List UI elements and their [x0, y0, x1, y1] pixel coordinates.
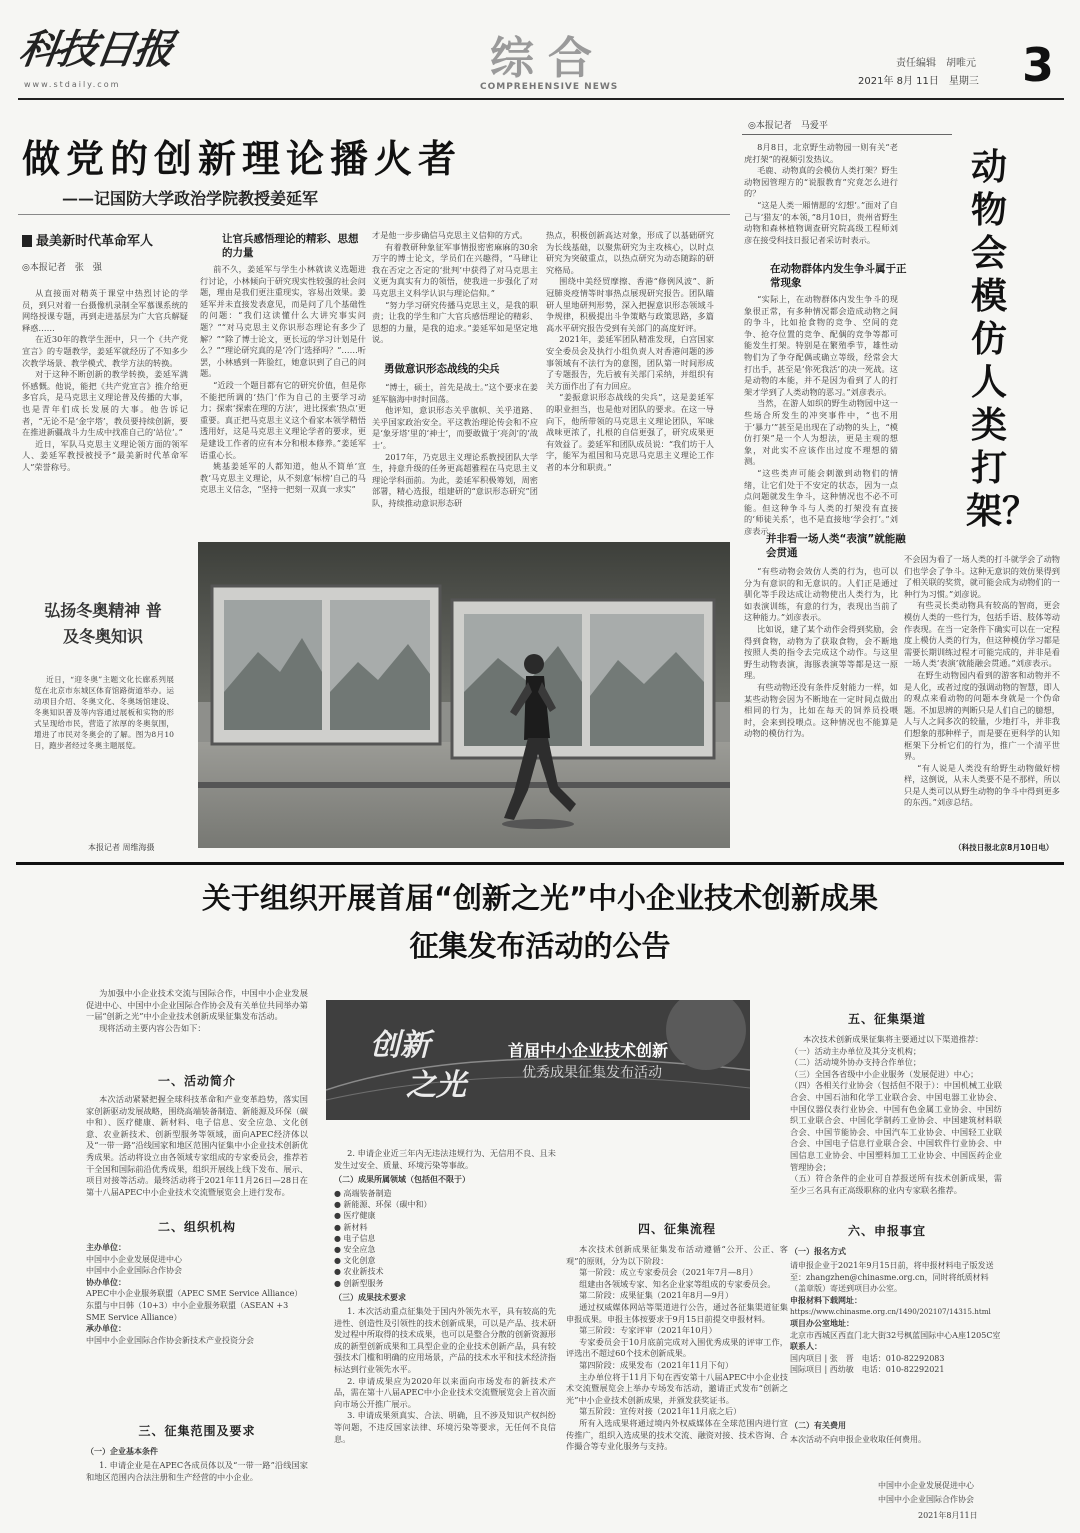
masthead-rule [18, 98, 1064, 100]
paragraph: 不会因为看了一场人类的打斗就学会了动物们也学会了争斗。这种无意识的效仿果得到了相关联的奖赏，就可能会成为动物们的一种行为习惯。”刘彦说。 [904, 554, 1060, 599]
paragraph: “这些类声可能会刺激到动物们的情绪，让它们处于不安定的状态，因为一点点问题就发生争斗，这种情况也不必不可能。但这种争斗与人类的打架没有直接的‘师徒关系’，也不是直接地‘学会打’。”刘彦表示。 [744, 467, 898, 536]
paragraph: 有着教研种象征军事情报密密麻麻的30余万字的博士论文，学员们在兴趣得，“马肆让我在否定之否定的‘批判’中获得了对马克思主义更为真实有力的领悟，使我进一步强化了对马克思主义科学认识与理论信仰。” [372, 241, 538, 298]
paragraph: 在近30年的教学生涯中，只一个《共产党宣言》的专题教学，姜延军就经历了不知多少次教学场景、教学模式、教学方法的转换。 [22, 334, 188, 368]
field-label: 创新型服务 [343, 1278, 384, 1288]
notice-intro [86, 988, 308, 1034]
paragraph: 2021年，姜延军团队精准发现，白宫国家安全委员会及执行小组负责人对香港问题的涉事领域有不法行为的意图，团队第一时间形成了专题报告，先后被有关部门采纳，并组织有关方面作出了有力回应。 [546, 334, 714, 391]
paragraph: 2. 申请成果应为2020年以来面向市场发布的新技术产品，需在第十八届APEC中小企业技术交流暨展览会上首次面向市场公开推广展示。 [334, 1375, 556, 1409]
download-label: 申报材料下载网址： [790, 1294, 862, 1305]
banner-calligraphy-1: 创新 [370, 1028, 430, 1063]
field-label: 新材料 [343, 1222, 368, 1232]
lead-column-3b [372, 382, 538, 510]
paragraph: 3. 申请成果须真实、合法、明确，且不涉及知识产权纠纷等问题，不违反国家法律、环境污染等要求，无任何不良信息。 [334, 1410, 556, 1444]
notice-section-3: 三、征集范围及要求 [138, 1424, 256, 1438]
notice-section-1-text: 本次活动紧紧把握全球科技革命和产业变革趋势，落实国家创新驱动发展战略，围绕高端装备制造、新能源及环保（碳中和）、医疗健康、新材料、电子信息、安全应急、文化创意、农业新技术、创新型服务等领域，面向APEC经济体以及“一带一路”沿线国家和地区范围内征集中小企业技术创新优秀成果。活动将设立由各领域专家组成的专家委员会，推荐若干全国和国际前沿优秀成果，组织开展线上线下发布、展示、项目对接等活动。最终活动将于2021年11月26日—28日在第十八届APEC中小企业技术交流暨展览会上进行发布。 [86, 1094, 308, 1197]
apply-text [790, 1260, 1002, 1376]
banner-line-2: 优秀成果征集发布活动 [522, 1065, 662, 1081]
column-tag-mark [22, 235, 32, 247]
lead-subtitle: ——记国防大学政治学院教授姜延军 [62, 189, 319, 208]
paragraph: 第一阶段：成立专家委员会（2021年7月—8月） [579, 1267, 758, 1278]
paragraph: 本次技术创新成果征集发布活动遵循“公开、公正、客观”的原则，分为以下阶段： [566, 1244, 788, 1266]
field-label: 高端装备制造 [343, 1189, 392, 1198]
field-label: 电子信息 [343, 1233, 376, 1243]
requirements-heading: （三）成果技术要求 [334, 1292, 406, 1302]
notice-title-1: 关于组织开展首届“创新之光”中小企业技术创新成果 [201, 881, 879, 915]
paragraph: 2. 申请企业近三年内无违法违规行为、无信用不良、且未发生过安全、质量、环境污染等事故。 [334, 1148, 556, 1170]
banner-line-1: 首届中小企业技术创新 [508, 1041, 669, 1060]
paragraph: 在野生动物园内看到的游客和动物并不是人化，或者过度的强调动物的智慧，即人的观点来看动物的问题本身就是一个伪命题。不加思辨的判断只是人们自己的臆想，人与人之间多次的较量，少地打斗，并非我们想象的那种样子，而是要在更科学的认知框架下分析它们的行为，推广一个清平世界。 [904, 669, 1060, 762]
right-credit: （科技日报北京8月10日电） [954, 843, 1054, 852]
org-role: 承办单位： [86, 1323, 126, 1334]
photo-credit: 本报记者 周维海摄 [88, 843, 155, 852]
org-role: 主办单位： [86, 1242, 126, 1252]
right-column-1c [744, 566, 898, 740]
contact-label: 联系人： [790, 1341, 822, 1352]
paragraph: 近日，军队马克思主义理论领方面的领军人、姜延军教授被授予“最美新时代革命军人”荣誉称号。 [22, 438, 188, 472]
lead-title: 做党的创新理论播火者 [22, 136, 463, 181]
field-label: 文化创意 [343, 1256, 376, 1266]
paragraph: “努力学习研究传播马克思主义，是我的职责；让我的学生和广大官兵感悟理论的精彩、思想的力量，是我的追求。”姜延军如是坚定地说。 [372, 299, 538, 345]
paragraph: 比如说，建了某个动作会得到奖励，会得到食物，动物为了获取食物，会不断地按照人类的指令去完成这个动作。与这里野生动物表演，海豚表演等等都是这一原理。 [744, 623, 898, 681]
field-label: 安全应急 [343, 1245, 376, 1255]
notice-mid-a [334, 1148, 556, 1171]
paragraph: “有些动物会效仿人类的行为，也可以分为有意识的和无意识的。人们正是通过驯化等手段达成让动物使出人类行为，比如表演训练，有意的行为，表现出当前了这种能力。”刘彦表示。 [744, 566, 898, 623]
field-label: 农业新技术 [343, 1267, 384, 1277]
page-number: 3 [1022, 38, 1055, 92]
signature-date: 2021年8月11日 [918, 1511, 978, 1520]
field-item: ● 电子信息 [334, 1233, 376, 1243]
paragraph: （二）活动境外协办支持合作单位； [790, 1057, 922, 1068]
lead-subheading-2: 勇做意识形态战线的尖兵 [384, 363, 500, 375]
field-label: 新能源、环保（碳中和） [343, 1200, 432, 1210]
paragraph: 对于这种不断创新的教学转换，姜延军满怀感慨。他说，能把《共产党宣言》推介给更多官兵，是马克思主义理论普及传播的大事，也是青年们成长发展的大事。他告诉记者，“无论不是‘金字塔’，教员要持续创新，要在推进新疆战斗力生成中找准自己的‘站位’。” [22, 369, 188, 438]
paragraph: 有些灵长类动物具有较高的智商，更会模仿人类的一些行为，包括手语、肢体等动作表现。在当一定条件下确实可以在一定程度上模仿人类的行为，但这种模仿学习都是需要长期训练过程才可能完成的，并非是看一场人类‘表演’就能融会贯通。”刘彦表示。 [904, 600, 1060, 669]
banner-glow [666, 1000, 746, 1070]
paragraph: “近段一个题目都有它的研究价值，但是你不能把所调的‘热门’作为自己的主要学习动力；探索‘探索在理的方法’，进比探索‘热点’更重要。真正把马克思主义这个看家本领学精悟透用好，这是马克思主义理论学者的要求，更是建设工作者的应有本分和根本修养。”姜延军语重心长。 [200, 379, 366, 460]
org-name: 中国中小企业国际合作协会 [86, 1266, 182, 1276]
notice-section-1: 一、活动简介 [157, 1074, 236, 1088]
field-item: ● 安全应急 [334, 1245, 376, 1255]
org-name: 中国中小企业发展促进中心 [86, 1254, 182, 1264]
paragraph: 当然，在游人如织的野生动物园中这一些场合所发生的冲突事件中，“也不用于‘暴力’”甚至是出现在了动物的头上，“模仿打架”是一个人为想法，更是主观的想象，对此实不应该作出过度不理想的猜测。 [744, 398, 898, 467]
notice-section-2: 二、组织机构 [157, 1220, 236, 1234]
signature-2: 中国中小企业国际合作协会 [878, 1495, 974, 1504]
download-link[interactable]: https://www.chinasme.org.cn/1490/202107/14315.html [790, 1307, 991, 1317]
field-item: ● 医疗健康 [334, 1211, 376, 1221]
right-column-1 [744, 142, 898, 246]
newspaper-logo: 科技日报 [16, 26, 175, 73]
right-subheading-1: 在动物群体内发生争斗属于正常现象 [770, 263, 907, 289]
apply-method-heading: （一）报名方式 [790, 1246, 846, 1256]
banner-calligraphy-2: 之光 [406, 1068, 466, 1103]
site-url: www.stdaily.com [24, 80, 121, 89]
paragraph: “这是人类一厢情愿的‘幻想’。”面对了自己与‘猎友’的本领，”8月10日，贵州省野生动物和森林植物调查研究院高级工程师刘彦在接受科技日报记者采访时表示。 [744, 199, 898, 245]
org-name: APEC中小企业服务联盟（APEC SME Service Alliance） [86, 1289, 303, 1299]
paragraph: 姚基姜延军的人都知道，他从不简单‘宣教’马克思主义理论，从不刻意‘标榜’自己的马克思主义信念，“坚持一把刻一双真一求实” [200, 461, 366, 495]
requirements-text [334, 1306, 556, 1445]
notice-title-2: 征集发布活动的公告 [409, 929, 671, 963]
paragraph: 组建由各领域专家、知名企业家等组成的专家委员会。 [579, 1278, 776, 1289]
lead-subheading-1: 让官兵感悟理论的精彩、思想的力量 [222, 233, 359, 259]
organizer-list [86, 1242, 308, 1346]
paragraph: （四）各相关行业协会（包括但不限于）：中国机械工业联合会、中国石油和化学工业联合会、中国电器工业协会、中国仪器仪表行业协会、中国有色金属工业协会、中国纺织工业联合会、中国化学制药工业协会、中国建筑材料联合会、中国节能协会、中国汽车工业协会、中国轻工业联合会、中国电子信息行业联合会、中国软件行业协会、中国信息工业协会、中国塑料加工工业协会、中国医药企业管理协会； [790, 1080, 1002, 1172]
paragraph: （一）活动主办单位及其分支机构； [790, 1045, 922, 1056]
paragraph: 第五阶段：宣传对接（2021年11月底之后） [579, 1406, 742, 1417]
notice-section-4: 四、征集流程 [637, 1222, 716, 1236]
notice-section-5: 五、征集渠道 [847, 1012, 926, 1026]
notice-top-rule [16, 862, 1064, 865]
runner-head [524, 654, 544, 674]
right-subheading-2: 并非看一场人类“表演”就能融会贯通 [766, 533, 906, 559]
masthead [0, 0, 1080, 104]
column-tag-label: 最美新时代革命军人 [36, 234, 154, 249]
paragraph: （五）符合条件的企业可自荐报送所有技术创新成果，需至少三名具有正高级职称的业内专家联名推荐。 [790, 1173, 1002, 1195]
notice-section-3-text: 1. 申请企业是在APEC各成员体以及“一带一路”沿线国家和地区范围内合法注册和生产经营的中小企业。 [86, 1460, 308, 1482]
paragraph: 从直接面对精英于课堂中热烈讨论的学员，到只对着一台摄像机录制全军慕课系统的网络授课专题，再到走进基层为广大官兵解疑释惑…… [22, 288, 188, 333]
fields-heading: （二）成果所属领域（包括但不限于） [334, 1174, 470, 1184]
field-item: ● 高端装备制造 [334, 1189, 392, 1198]
paragraph: 专家委员会于10月底前完成对入围优秀成果的评审工作，评选出不超过60个技术创新成果。 [566, 1336, 788, 1359]
paragraph: 才是他一步步确信马克思主义信仰的方式。 [372, 230, 528, 240]
innovation-banner [326, 1000, 750, 1120]
process-text [566, 1244, 788, 1453]
field-item: ● 创新型服务 [334, 1278, 384, 1288]
paragraph: 所有入选成果将通过境内外权威媒体在全球范围内进行宣传推广，组织入选成果的技术交流、融资对接、技术咨询、合作撮合等专业化服务与支持。 [566, 1417, 788, 1452]
org-role: 协办单位： [86, 1276, 126, 1287]
lead-column-2 [200, 264, 366, 496]
paragraph: （三）全国各省级中小企业服务（发展促进）中心； [790, 1068, 979, 1079]
paragraph: “博士，硕士，首先是战士。”这个要求在姜延军脑海中时时回荡。 [372, 382, 538, 404]
lead-rule [18, 214, 730, 215]
photo-caption: 近日，“迎冬奥”主题文化长廊系列展览在北京市东城区体育馆路街道举办。运动项目介绍、冬奥文化、冬奥场馆建设、冬奥知识普及等内容通过展板和实物的形式呈现给市民，营造了浓厚的冬奥氛围，增进了市民对冬奥会的了解。图为8月10日，跑步者经过冬奥主题展览。 [34, 675, 174, 750]
paragraph: 8月8日，北京野生动物园一则有关“老虎打架”的视频引发热议。 [744, 142, 898, 164]
railing [198, 782, 730, 788]
lead-column-1 [22, 288, 188, 474]
paragraph: 第三阶段：专家评审（2021年10月） [579, 1325, 717, 1336]
field-item: ● 新能源、环保（碳中和） [334, 1200, 432, 1210]
fee-text: 本次活动不向申报企业收取任何费用。 [790, 1435, 926, 1444]
notice-section-6: 六、申报事宜 [847, 1224, 926, 1238]
paragraph: 1. 本次活动重点征集处于国内外领先水平，具有较高的先进性、创造性及引领性的技术创新成果，可以是产品、技术研发过程中所取得的技术成果，也可以是整合分散的创新资源形成的新型创新成果和工具型企业的企业技术创新产品，具有较强技术门槛和明确的应用场景，产品的技术水平和技术经济指标达到行业领先水平。 [334, 1306, 556, 1374]
paragraph: 毛鹿、动物真的会模仿人类打架？野生动物园管理方的“说服教育”究竟怎么进行的？ [744, 165, 898, 199]
paragraph: “有人说是人类没有给野生动物做好榜样，这倒说，从未人类要不是不那样，所以只是人类可以从野生动物的争斗中得到更多的东西。”刘彦总结。 [904, 762, 1060, 808]
paragraph: 第四阶段：成果发布（2021年11月下旬） [579, 1359, 734, 1370]
right-title: 动物会模仿人类打架？ [966, 147, 1039, 532]
field-item: ● 文化创意 [334, 1256, 376, 1266]
runner-shadow [502, 819, 574, 829]
section-title-en: COMPREHENSIVE NEWS [480, 82, 619, 92]
paragraph: 通过权威媒体网站等渠道进行公告，通过各征集渠道征集申报成果。申报主体按要求于9月15日前提交申报材料。 [566, 1301, 788, 1324]
paragraph: 围绕中美经贸摩擦、香港“修例风波”、新冠肺炎疫情等时事热点展现研究报告。团队瞄研人里地研判形势，深入把握意识形态领域斗争规律，积极提出斗争策略与政策思路，多篇高水平研究报告受到有关部门的高度好评。 [546, 276, 714, 333]
paragraph: “姜振意识形态战线的尖兵”，这是姜延军的职业担当，也是他对团队的要求。在这一导向下，他所带领的马克思主义理论团队，军味战味更浓了，扎根的自信更强了，研究成果更有效益了。姜延军和团队成员说：“我们坊于人字，能军为祖国和马克思马克思主义理论工作者的本分和职责。” [546, 392, 714, 472]
notice-section-3-sub: （一）企业基本条件 [86, 1446, 158, 1456]
paragraph: 热点，积极创新高达对象，形成了以基础研究为长线基础，以聚焦研究为主攻核心，以时点研究为突破重点，以热点研究为动态随踪的研究格局。 [546, 230, 714, 275]
fields-list [334, 1188, 556, 1289]
lead-byline: ◎本报记者 张 强 [22, 263, 102, 273]
paragraph: 请申报企业于2021年9月15日前，将申报材料电子版发送至：zhangzhen@chinasme.org.cn，同时将纸质材料（盖章版）寄送到项目办公室。 [790, 1261, 994, 1294]
section-title: 综合 [490, 33, 606, 84]
lead-column-3 [372, 230, 538, 346]
paragraph: “实际上，在动物群体内发生争斗的现象很正常，有多种情况都会造成动物之间的争斗，比如抢食物的竞争、空间的竞争、抢夺位置的竞争、配偶的竞争等都可能发生打架。特别是在繁殖季节，雄性动物们为了争夺配偶或确立等级，经常会大打出手，甚至是‘你死我活’的决一死战。这是动物的本能，并不是因为看到了人的打架才学到了人类动物的恶习。”刘彦表示。 [744, 294, 898, 397]
office-label: 项目办公室地址： [790, 1317, 854, 1328]
paragraph: 现将活动主要内容公告如下： [99, 1022, 206, 1033]
channels-text [790, 1034, 1002, 1196]
photo-sidebar-title: 弘扬冬奥精神 普及冬奥知识 [44, 601, 162, 646]
field-label: 医疗健康 [343, 1211, 376, 1221]
office-address: 北京市西城区西直门北大街32号枫蓝国际中心A座1205C室 [790, 1330, 1001, 1340]
lead-column-4 [546, 230, 714, 473]
paragraph: 有些动物还没有条件反射能力一样，如某些动物会因为不断地在一定时间点做出相同的行为，比如在每天的饲养员投喂时，会来到投喂点。这种情况也不能算是动物的模仿行为。 [744, 681, 898, 739]
contact-international: 国际项目 | 西幼敏 电话：010-82292021 [790, 1365, 945, 1375]
issue-date: 2021年 8月 11日 星期三 [858, 76, 979, 87]
right-column-1b [744, 294, 898, 537]
editor-line: 责任编辑 胡唯元 [896, 58, 976, 69]
paragraph: 2017年，乃克思主义理论系教授团队大学生，持意升级的任务更高超雅程在马克思主义理论学科面前。为此，姜延军积极筹划，周密部署，精心选报，组建研的“意识形态研究”团队，持续推动意识形态研 [372, 451, 538, 508]
contact-domestic: 国内项目 | 张 晋 电话：010-82292083 [790, 1353, 945, 1363]
paragraph: 他评知，意识形态关乎旗帜、关乎道路、关乎国家政治安全。平这教治理论传会和不应是‘象牙塔’里的‘神士’，而要敢做于‘亮剑’的‘战士’。 [372, 405, 538, 450]
paragraph: 前不久，姜延军与学生小林就读义选题进行讨论，小林倾向于研究现实性较强的社会问题，理由是我们更注重现实，容易出效果。姜延军并未直接发表意见，而是问了几个基础性的问题：“我们这读懂什么大讲究事实问题？”“对马克思主义你识形态理论有多少了解？”“除了博士论文，更长远的学习计划是什么？”“理论研究真的是‘冷门’选择吗？”……听罢，小林感到一阵脸红，她意识到了自己的问题。 [200, 264, 366, 379]
right-column-2 [904, 554, 1060, 809]
winter-olympics-photo [198, 542, 730, 848]
paragraph: 为加强中小企业技术交流与国际合作，中国中小企业发展促进中心、中国中小企业国际合作协会及有关单位共同举办第一届“创新之光”中小企业技术创新成果征集发布活动。 [86, 988, 308, 1022]
paragraph: 主办单位将于11月下旬在西安第十八届APEC中小企业技术交流暨展览会上举办专场发布活动，邀请正式发布“创新之光”中小企业技术创新成果，并颁发获奖证书。 [566, 1371, 788, 1405]
org-name: 东盟与中日韩（10+3）中小企业服务联盟（ASEAN +3 SME Service Alliance） [86, 1300, 289, 1322]
paragraph: 本次技术创新成果征集将主要通过以下渠道推荐： [803, 1034, 984, 1044]
paragraph: 第二阶段：成果征集（2021年8月—9月） [579, 1290, 734, 1301]
field-item: ● 农业新技术 [334, 1267, 384, 1277]
photo-scene [198, 542, 730, 848]
signature-1: 中国中小企业发展促进中心 [878, 1481, 974, 1490]
fee-heading: （二）有关费用 [790, 1420, 846, 1430]
column-tag [22, 230, 182, 249]
field-item: ● 新材料 [334, 1222, 368, 1232]
org-name: 中国中小企业国际合作协会新技术产业投资分会 [86, 1335, 254, 1345]
right-rule [742, 134, 952, 135]
right-byline: ◎本报记者 马爱平 [748, 121, 828, 131]
